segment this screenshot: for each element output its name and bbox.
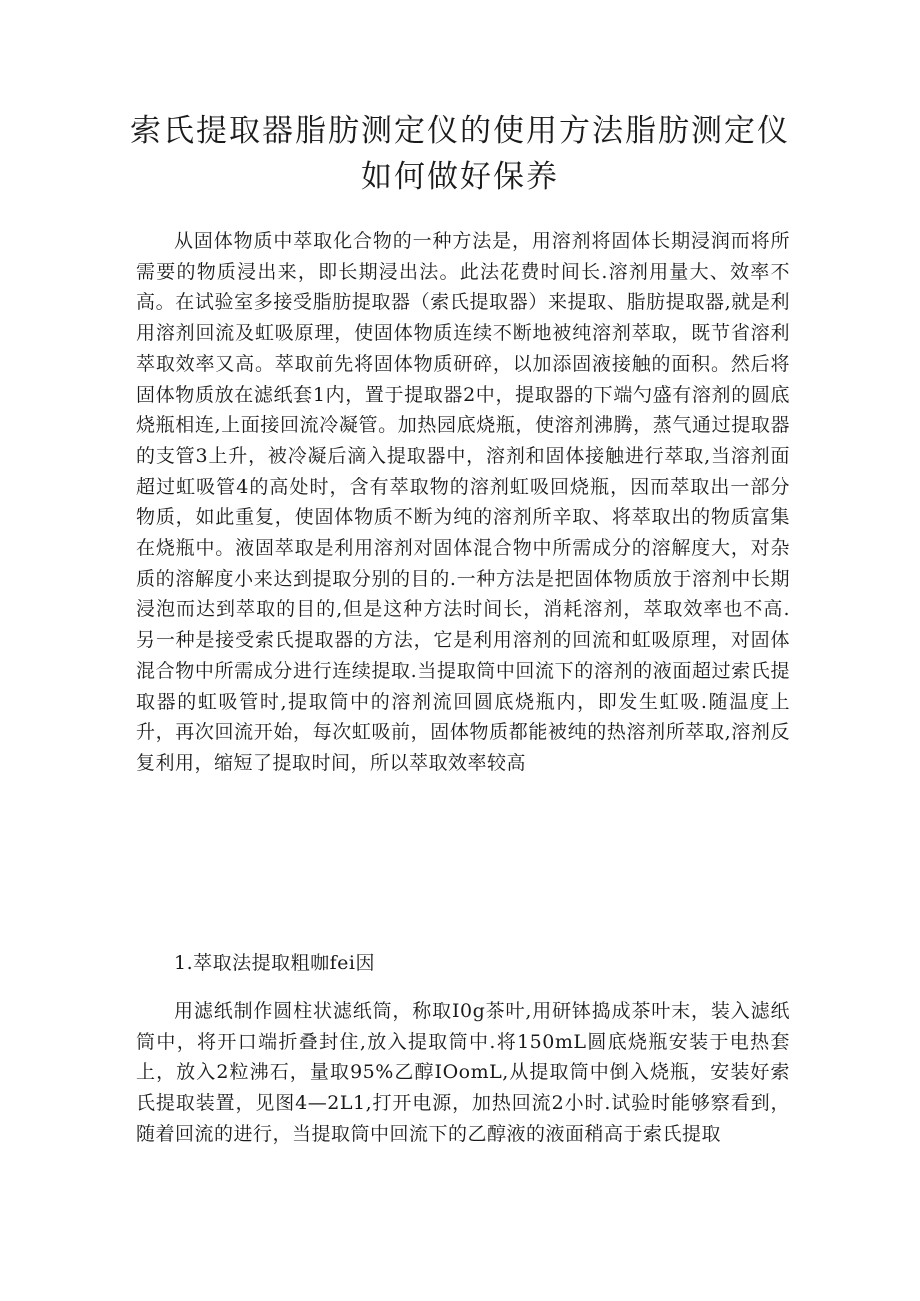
document-title: 索氏提取器脂肪测定仪的使用方法脂肪测定仪如何做好保养	[130, 113, 790, 195]
body-paragraph-2: 用滤纸制作圆柱状滤纸筒，称取I0g茶叶,用研钵捣成茶叶末，装入滤纸筒中，将开口端折叠封住,放入提取筒中.将150mL圆底烧瓶安装于电热套上，放入2粒沸石，量取95%乙醇IOomL,从提取筒中倒入烧瓶，安装好索氏提取装置，见图4—2L1,打开电源，加热回流2小时.试验时能够察看到，随着回流的进行，当提取筒中回流下的乙醇液的液面稍高于索氏提取	[136, 1000, 790, 1145]
section-heading: 1.萃取法提取粗咖fei因	[174, 952, 375, 974]
body-paragraph-1: 从固体物质中萃取化合物的一种方法是，用溶剂将固体长期浸润而将所需要的物质浸出来，即长期浸出法。此法花费时间长.溶剂用量大、效率不高。在试验室多接受脂肪提取器（索氏提取器）来提取、脂肪提取器,就是利用溶剂回流及虹吸原理，使固体物质连续不断地被纯溶剂萃取，既节省溶利萃取效率又高。萃取前先将固体物质研碎，以加添固液接触的面积。然后将固体物质放在滤纸套1内，置于提取器2中，提取器的下端勺盛有溶剂的圆底烧瓶相连,上面接回流冷凝管。加热园底烧瓶，使溶剂沸腾，蒸气通过提取器的支管3上升，被冷凝后滴入提取器中，溶剂和固体接触进行萃取,当溶剂面超过虹吸管4的高处时，含有萃取物的溶剂虹吸回烧瓶，因而萃取出一部分物质，如此重复，使固体物质不断为纯的溶剂所辛取、将萃取出的物质富集在烧瓶中。液固萃取是利用溶剂对固体混合物中所需成分的溶解度大，对杂质的溶解度小来达到提取分别的目的.一种方法是把固体物质放于溶剂中长期浸泡而达到萃取的目的,但是这种方法时间长，消耗溶剂，萃取效率也不高.另一种是接受索氏提取器的方法，它是利用溶剂的回流和虹吸原理，对固体混合物中所需成分进行连续提取.当提取筒中回流下的溶剂的液面超过索氏提取器的虹吸管时,提取筒中的溶剂流回圆底烧瓶内，即发生虹吸.随温度上升，再次回流开始，每次虹吸前，固体物质都能被纯的热溶剂所萃取,溶剂反复利用，缩短了提取时间，所以萃取效率较高	[136, 230, 790, 774]
